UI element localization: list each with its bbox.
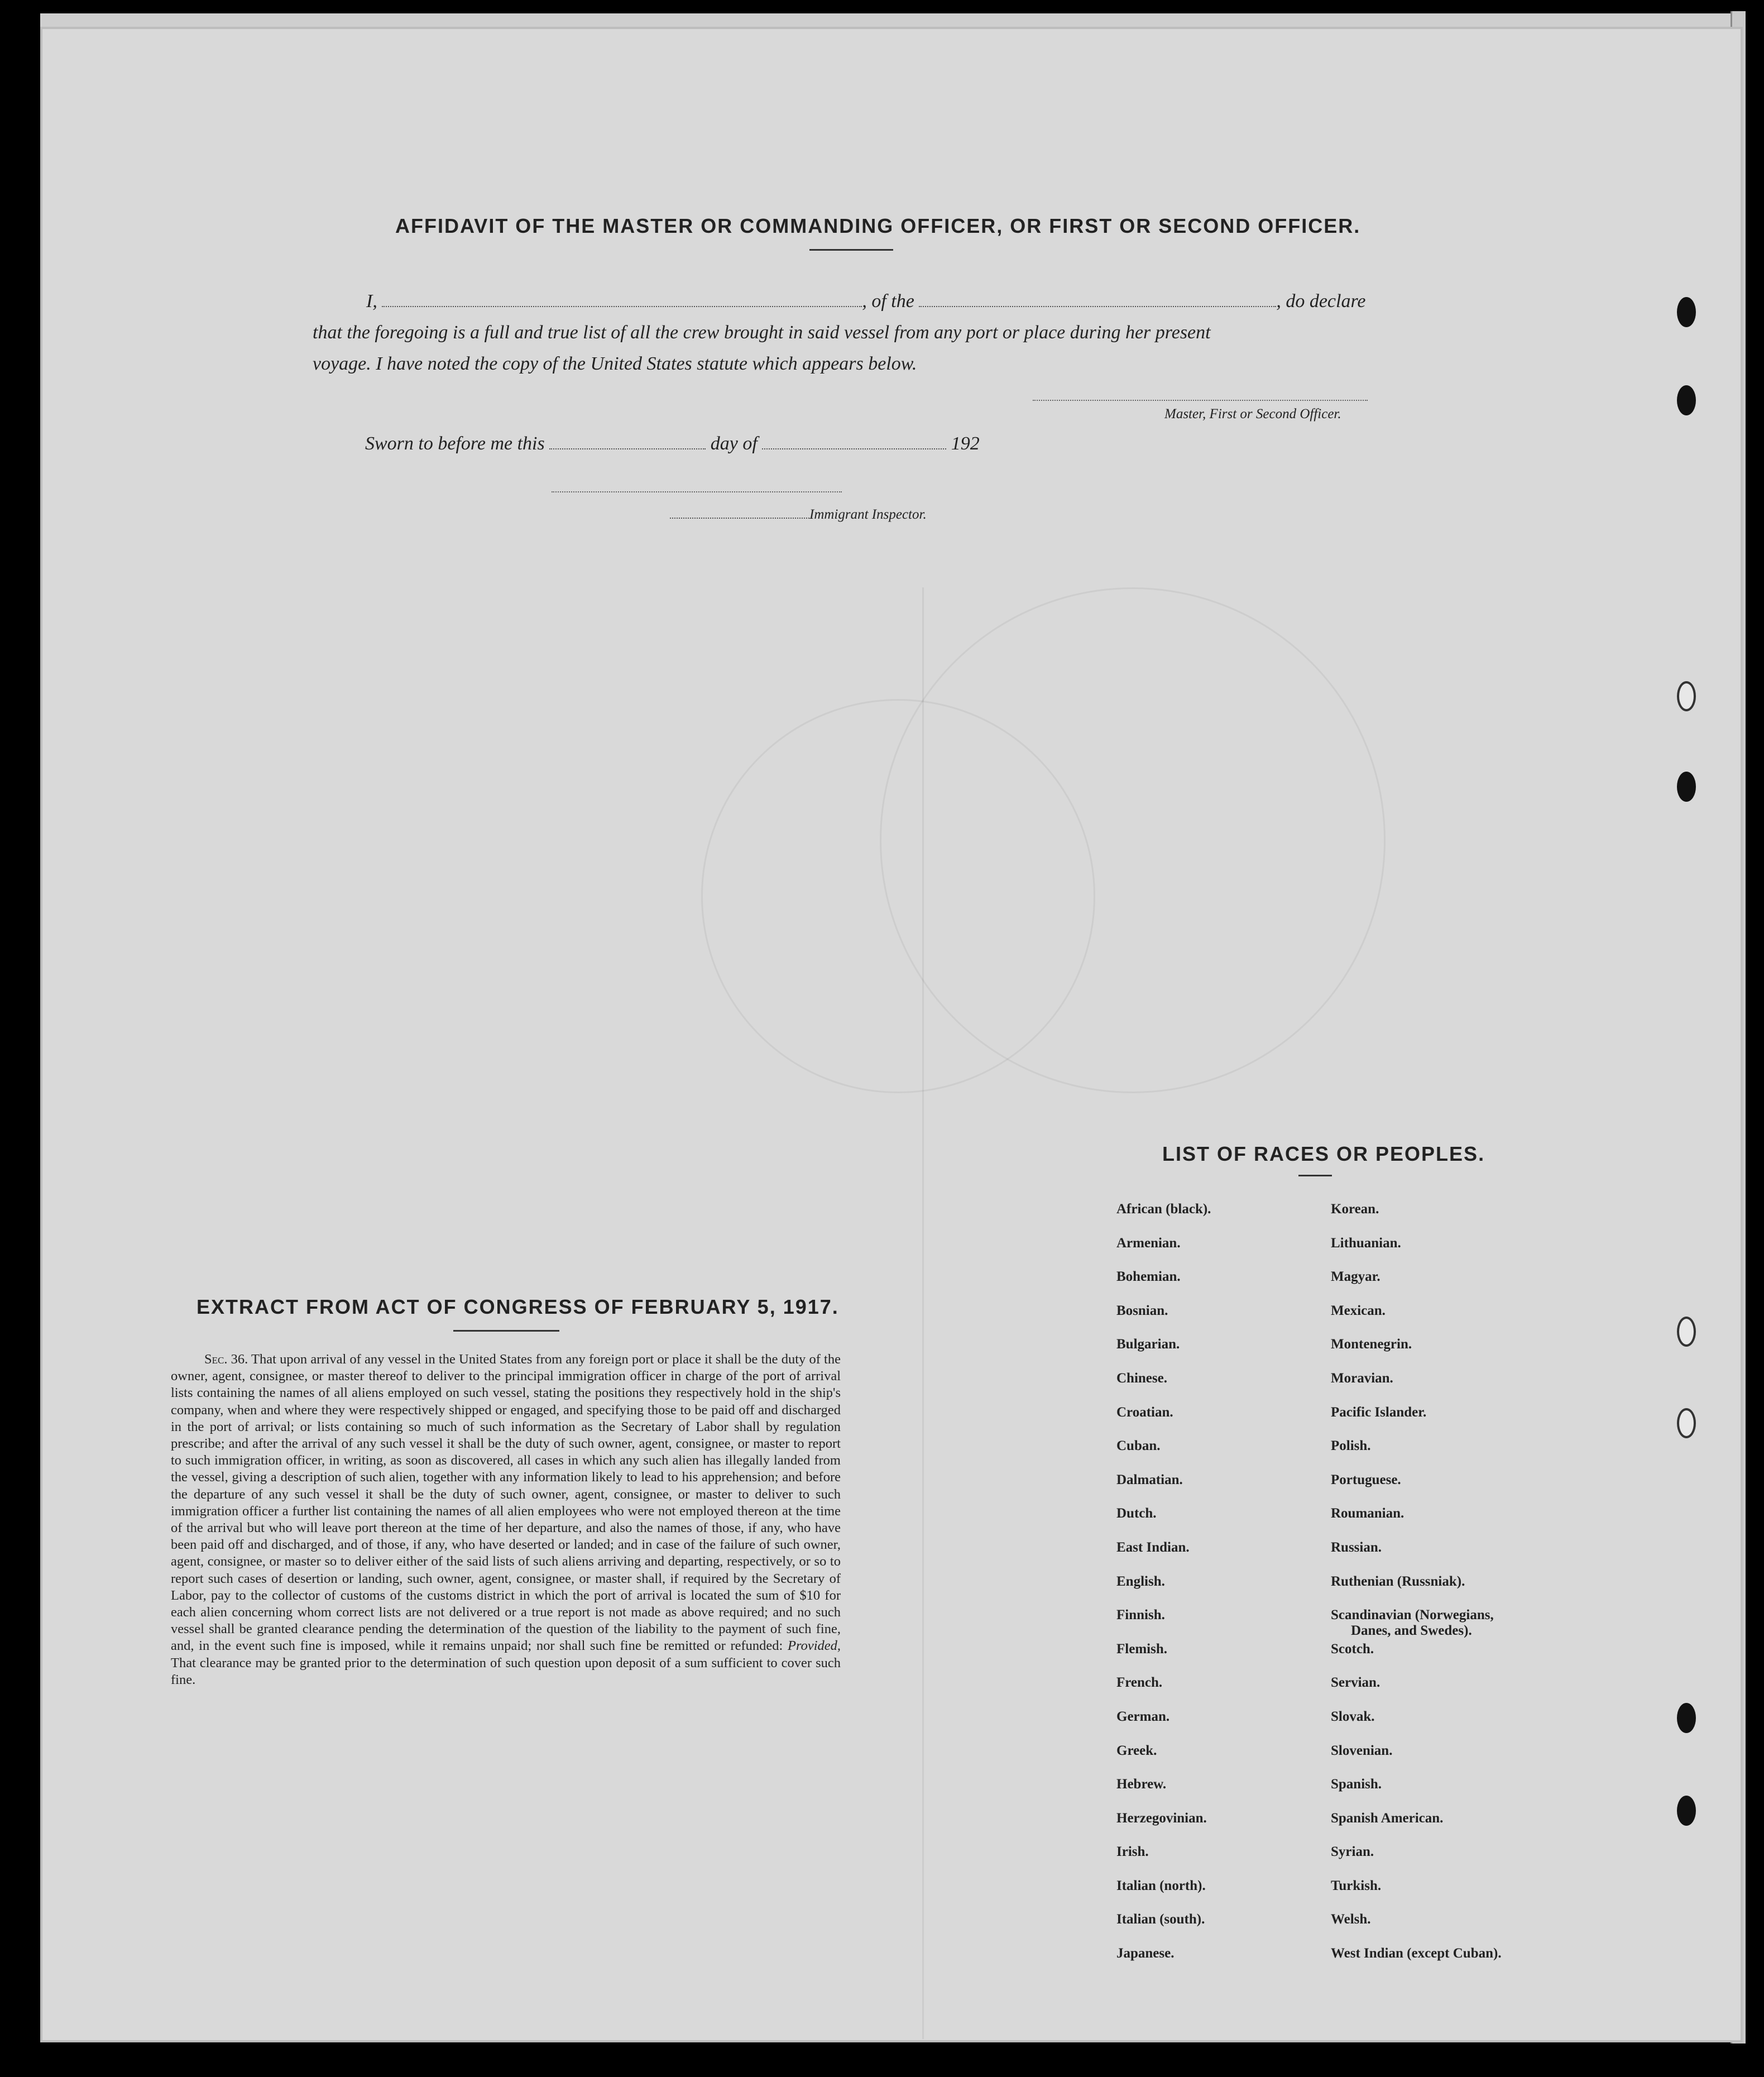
race-row [1116, 1202, 1563, 1236]
section-label: Sec. 36. [204, 1352, 248, 1367]
provided-label: Provided, [787, 1638, 841, 1654]
race-left: Irish. [1116, 1844, 1149, 1860]
race-right: Portuguese. [1331, 1472, 1401, 1487]
affidavit-text [313, 286, 1418, 380]
affidavit-declaration-line [313, 286, 1418, 317]
race-left: Italian (north). [1116, 1878, 1206, 1893]
race-right: Servian. [1331, 1675, 1380, 1691]
race-row [1116, 1844, 1563, 1878]
binder-hole [1677, 1703, 1696, 1733]
race-row [1116, 1405, 1563, 1439]
race-left: Dutch. [1116, 1506, 1157, 1521]
race-left: Dalmatian. [1116, 1472, 1183, 1487]
binder-hole [1677, 681, 1696, 711]
of-the-label: , of the [862, 291, 914, 312]
race-right: Slovak. [1331, 1708, 1375, 1724]
extract-title: EXTRACT FROM ACT OF CONGRESS OF FEBRUARY 5, 1917. [196, 1295, 839, 1318]
race-right: Magyar. [1331, 1269, 1380, 1285]
race-right: Moravian. [1331, 1370, 1393, 1386]
affidavit-line-2: that the foregoing is a full and true list of all the crew brought in said vessel from any port or place during her present [313, 322, 1211, 343]
race-right: Ruthenian (Russniak). [1331, 1573, 1465, 1589]
race-left: East Indian. [1116, 1539, 1190, 1555]
race-right: Spanish American. [1331, 1810, 1444, 1826]
affidavit-line-3: voyage. I have noted the copy of the United States statute which appears below. [313, 353, 917, 374]
race-row [1116, 1878, 1563, 1912]
binder-hole [1677, 1317, 1696, 1347]
race-left: Herzegovinian. [1116, 1810, 1207, 1826]
binder-hole [1677, 772, 1696, 802]
race-row [1116, 1472, 1563, 1506]
race-row [1116, 1303, 1563, 1337]
race-right: Montenegrin. [1331, 1337, 1412, 1352]
race-left: Japanese. [1116, 1946, 1175, 1961]
race-right: Lithuanian. [1331, 1235, 1401, 1251]
race-row [1116, 1337, 1563, 1371]
race-right: Spanish. [1331, 1777, 1382, 1792]
master-signature-field[interactable] [1033, 400, 1368, 401]
race-right: Turkish. [1331, 1878, 1382, 1893]
year-label: 192 [951, 433, 980, 454]
race-right: Slovenian. [1331, 1743, 1393, 1758]
vessel-name-field[interactable] [919, 306, 1276, 307]
inspector-signature-field[interactable] [552, 491, 842, 492]
race-row [1116, 1371, 1563, 1405]
race-left: English. [1116, 1573, 1165, 1589]
sworn-line [365, 433, 980, 454]
extract-text-part2: That clearance may be granted prior to the determination of such question upon deposit of a sum sufficient to cover such fine. [171, 1655, 841, 1687]
race-right: Russian. [1331, 1539, 1382, 1555]
race-right: Korean. [1331, 1202, 1379, 1217]
race-left: Flemish. [1116, 1641, 1167, 1657]
race-left: Greek. [1116, 1743, 1157, 1758]
race-left: Hebrew. [1116, 1777, 1167, 1792]
master-signature-caption: Master, First or Second Officer. [1164, 406, 1341, 422]
race-row [1116, 1811, 1563, 1845]
extract-title-rule [453, 1330, 559, 1332]
race-row [1116, 1574, 1563, 1608]
inspector-caption-row [670, 507, 927, 523]
affidavit-title: AFFIDAVIT OF THE MASTER OR COMMANDING OFFICER, OR FIRST OR SECOND OFFICER. [395, 214, 1361, 237]
races-list [1116, 1202, 1563, 1980]
race-row [1116, 1709, 1563, 1743]
officer-name-field[interactable] [382, 306, 862, 307]
race-left: Croatian. [1116, 1404, 1173, 1420]
race-right: Roumanian. [1331, 1506, 1405, 1521]
binder-hole [1677, 1408, 1696, 1438]
race-right: Scotch. [1331, 1641, 1374, 1657]
race-right: Polish. [1331, 1438, 1371, 1454]
race-row [1116, 1675, 1563, 1709]
sworn-month-field[interactable] [762, 448, 946, 449]
extract-text-part1: That upon arrival of any vessel in the United States from any foreign port or place it shall be the duty of the owner, agent, consignee, or master thereof to deliver to the principal immigration officer in charge of the port of arrival lists containing the names of all aliens employed on such vessel, stating the positions they respectively hold in the ship's company, when and where they were respectively shipped or engaged, and specifying those to be paid off and discharged in the port of arrival; or lists containing so much of such information as the Secretary of Labor shall by regulation prescribe; and after the arrival of any such vessel it shall be the duty of such owner, agent, consignee, or master to report to such immigration officer, in writing, as soon as discovered, all cases in which any such alien has illegally landed from the vessel, giving a description of such alien, together with any information likely to lead to his apprehension; and before the departure of any such vessel it shall be the duty of such owner, agent, consignee, or master to deliver to such immigration officer a further list containing the names of all alien employees who were not employed thereon at the time of the arrival but who will leave port thereon at the time of her departure, and also the names of those, if any, who have been paid off and discharged, and of those, if any, who have deserted or landed; and in case of the failure of such owner, agent, consignee, or master so to deliver either of the said lists of such aliens arriving and departing, respectively, or so to report such cases of desertion or landing, such owner, agent, consignee, or master shall, if required by the Secretary of Labor, pay to the collector of customs of the customs district in which the port of arrival is located the sum of $10 for each alien concerning whom correct lists are not delivered or a true report is not made as above required; and no such vessel shall be granted clearance pending the determination of the question of the liability to the payment of such fine, and, in the event such fine is imposed, while it remains unpaid; nor shall such fine be remitted or refunded: [171, 1352, 841, 1654]
race-row [1116, 1269, 1563, 1303]
race-right: West Indian (except Cuban). [1331, 1946, 1502, 1961]
show-through-mark [880, 587, 1386, 1093]
race-row [1116, 1946, 1563, 1980]
race-right: Mexican. [1331, 1303, 1386, 1318]
race-left: German. [1116, 1708, 1170, 1724]
binder-hole [1677, 297, 1696, 327]
race-left: Bosnian. [1116, 1303, 1168, 1318]
sworn-label: Sworn to before me this [365, 433, 545, 454]
day-of-label: day of [710, 433, 758, 454]
race-row [1116, 1607, 1563, 1642]
fold-line [922, 587, 924, 2039]
race-right: Syrian. [1331, 1844, 1374, 1860]
race-right: Scandinavian (Norwegians, Danes, and Swedes). [1331, 1607, 1494, 1639]
race-row [1116, 1912, 1563, 1946]
race-left: Chinese. [1116, 1370, 1167, 1386]
affidavit-title-rule [809, 249, 893, 251]
race-right: Welsh. [1331, 1912, 1371, 1927]
race-row [1116, 1743, 1563, 1777]
race-left: French. [1116, 1675, 1163, 1691]
inspector-caption-leader [670, 518, 809, 519]
inspector-caption: Immigrant Inspector. [809, 507, 927, 522]
binder-hole [1677, 385, 1696, 415]
race-left: Cuban. [1116, 1438, 1161, 1454]
affidavit-lead: I, [366, 291, 377, 312]
extract-body [171, 1351, 841, 1688]
race-row [1116, 1777, 1563, 1811]
race-row [1116, 1236, 1563, 1270]
sworn-day-field[interactable] [549, 448, 706, 449]
race-left: Italian (south). [1116, 1912, 1205, 1927]
race-left: Armenian. [1116, 1235, 1181, 1251]
race-row [1116, 1506, 1563, 1540]
races-title-rule [1298, 1175, 1332, 1176]
race-left: Bohemian. [1116, 1269, 1181, 1285]
race-row [1116, 1438, 1563, 1472]
races-title: LIST OF RACES OR PEOPLES. [1162, 1142, 1485, 1165]
race-left: Finnish. [1116, 1607, 1165, 1623]
binder-hole [1677, 1796, 1696, 1826]
race-row [1116, 1540, 1563, 1574]
do-declare-label: , do declare [1276, 291, 1366, 312]
race-left: African (black). [1116, 1202, 1211, 1217]
race-right: Pacific Islander. [1331, 1404, 1427, 1420]
race-left: Bulgarian. [1116, 1337, 1180, 1352]
race-row [1116, 1642, 1563, 1676]
